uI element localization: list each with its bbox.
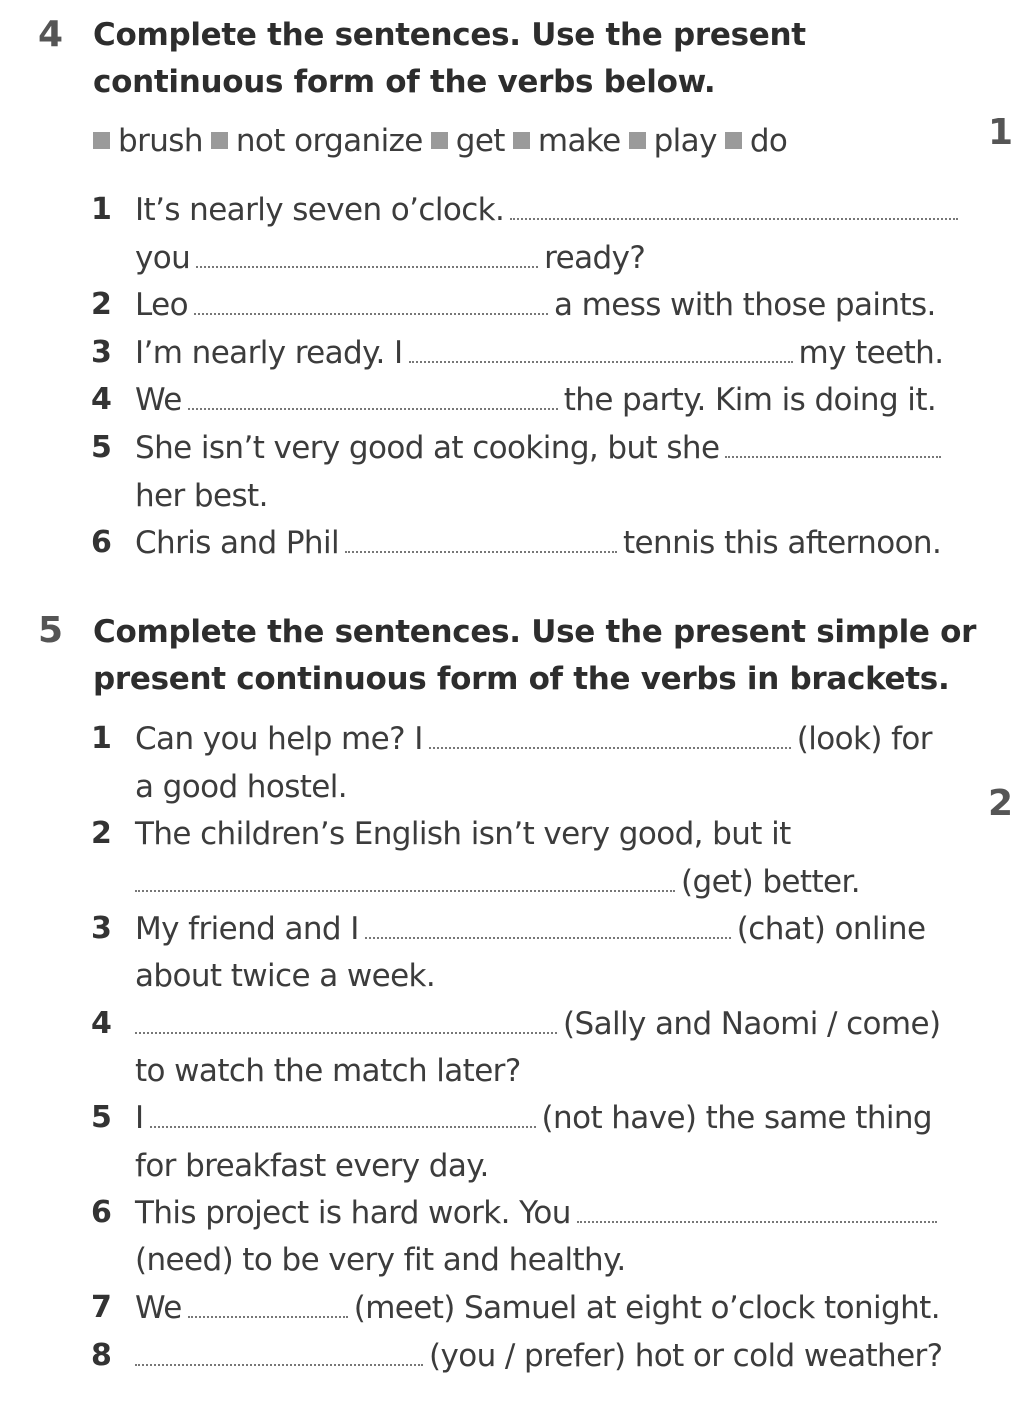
- ex5-item-6-line2: (need) to be very fit and healthy.: [135, 1242, 626, 1278]
- ex5-item-1-line2: a good hostel.: [135, 769, 348, 805]
- ex5-item-4-line1: (Sally and Naomi / come): [129, 1004, 940, 1044]
- ex5-item-2-line2: (get) better.: [129, 862, 860, 902]
- bullet-square-icon: [629, 132, 646, 149]
- ex5-item-5-line1: I (not have) the same thing: [135, 1100, 933, 1136]
- answer-blank[interactable]: [409, 335, 793, 363]
- answer-blank[interactable]: [188, 1290, 348, 1318]
- exercise-5-title: Complete the sentences. Use the present simple or present continuous form of the verbs in brackets.: [93, 614, 977, 697]
- answer-blank[interactable]: [188, 382, 558, 410]
- ex4-item-2: Leo a mess with those paints.: [135, 287, 936, 323]
- answer-blank[interactable]: [196, 240, 538, 268]
- side-number: 2: [988, 783, 1014, 824]
- item-number: 6: [91, 525, 112, 560]
- word-box-item: get: [455, 123, 505, 159]
- ex4-item-6: Chris and Phil tennis this afternoon.: [135, 525, 942, 561]
- item-number: 2: [91, 287, 112, 322]
- word-box-item: not organize: [235, 123, 423, 159]
- side-number: 1: [988, 112, 1014, 153]
- answer-blank[interactable]: [194, 287, 548, 315]
- exercise-5-number: 5: [38, 610, 64, 651]
- bullet-square-icon: [93, 132, 110, 149]
- item-number: 6: [91, 1195, 112, 1230]
- exercise-4-title: Complete the sentences. Use the present continuous form of the verbs below.: [93, 17, 806, 100]
- item-number: 3: [91, 335, 112, 370]
- answer-blank[interactable]: [135, 1006, 557, 1034]
- item-number: 4: [91, 382, 112, 417]
- bullet-square-icon: [513, 132, 530, 149]
- answer-blank[interactable]: [577, 1195, 937, 1223]
- ex5-item-3-line1: My friend and I (chat) online: [135, 911, 926, 947]
- item-number: 7: [91, 1290, 112, 1325]
- answer-blank[interactable]: [135, 864, 675, 892]
- answer-blank[interactable]: [365, 911, 731, 939]
- ex5-item-5-line2: for breakfast every day.: [135, 1148, 489, 1184]
- ex5-item-6-line1: This project is hard work. You: [135, 1193, 943, 1233]
- ex4-item-1-line1: It’s nearly seven o’clock.: [135, 190, 964, 230]
- answer-blank[interactable]: [510, 192, 958, 220]
- word-box-item: make: [537, 123, 621, 159]
- answer-blank[interactable]: [135, 1338, 423, 1366]
- ex5-item-4-line2: to watch the match later?: [135, 1053, 521, 1089]
- word-box-item: play: [653, 123, 717, 159]
- item-number: 2: [91, 816, 112, 851]
- item-number: 4: [91, 1006, 112, 1041]
- ex4-item-5-line1: She isn’t very good at cooking, but she: [135, 428, 947, 468]
- exercise-4-number: 4: [38, 14, 64, 55]
- word-box: [93, 121, 787, 161]
- item-number: 1: [91, 721, 112, 756]
- word-box-item: do: [749, 123, 788, 159]
- ex5-item-1-line1: Can you help me? I (look) for: [135, 721, 932, 757]
- bullet-square-icon: [431, 132, 448, 149]
- word-box-item: brush: [118, 123, 203, 159]
- ex5-item-8: (you / prefer) hot or cold weather?: [129, 1336, 943, 1376]
- answer-blank[interactable]: [345, 525, 617, 553]
- ex5-item-7: We (meet) Samuel at eight o’clock tonight.: [135, 1290, 940, 1326]
- answer-blank[interactable]: [150, 1100, 536, 1128]
- item-number: 1: [91, 192, 112, 227]
- ex5-item-2-line1: The children’s English isn’t very good, but it: [135, 816, 791, 852]
- bullet-square-icon: [211, 132, 228, 149]
- item-number: 5: [91, 430, 112, 465]
- item-number: 5: [91, 1100, 112, 1135]
- answer-blank[interactable]: [429, 721, 791, 749]
- item-number: 8: [91, 1338, 112, 1373]
- ex5-item-3-line2: about twice a week.: [135, 958, 436, 994]
- bullet-square-icon: [725, 132, 742, 149]
- ex4-item-1-line2: you ready?: [135, 240, 646, 276]
- item-number: 3: [91, 911, 112, 946]
- ex4-item-4: We the party. Kim is doing it.: [135, 382, 937, 418]
- answer-blank[interactable]: [725, 430, 941, 458]
- ex4-item-3: I’m nearly ready. I my teeth.: [135, 335, 944, 371]
- ex4-item-5-line2: her best.: [135, 478, 268, 514]
